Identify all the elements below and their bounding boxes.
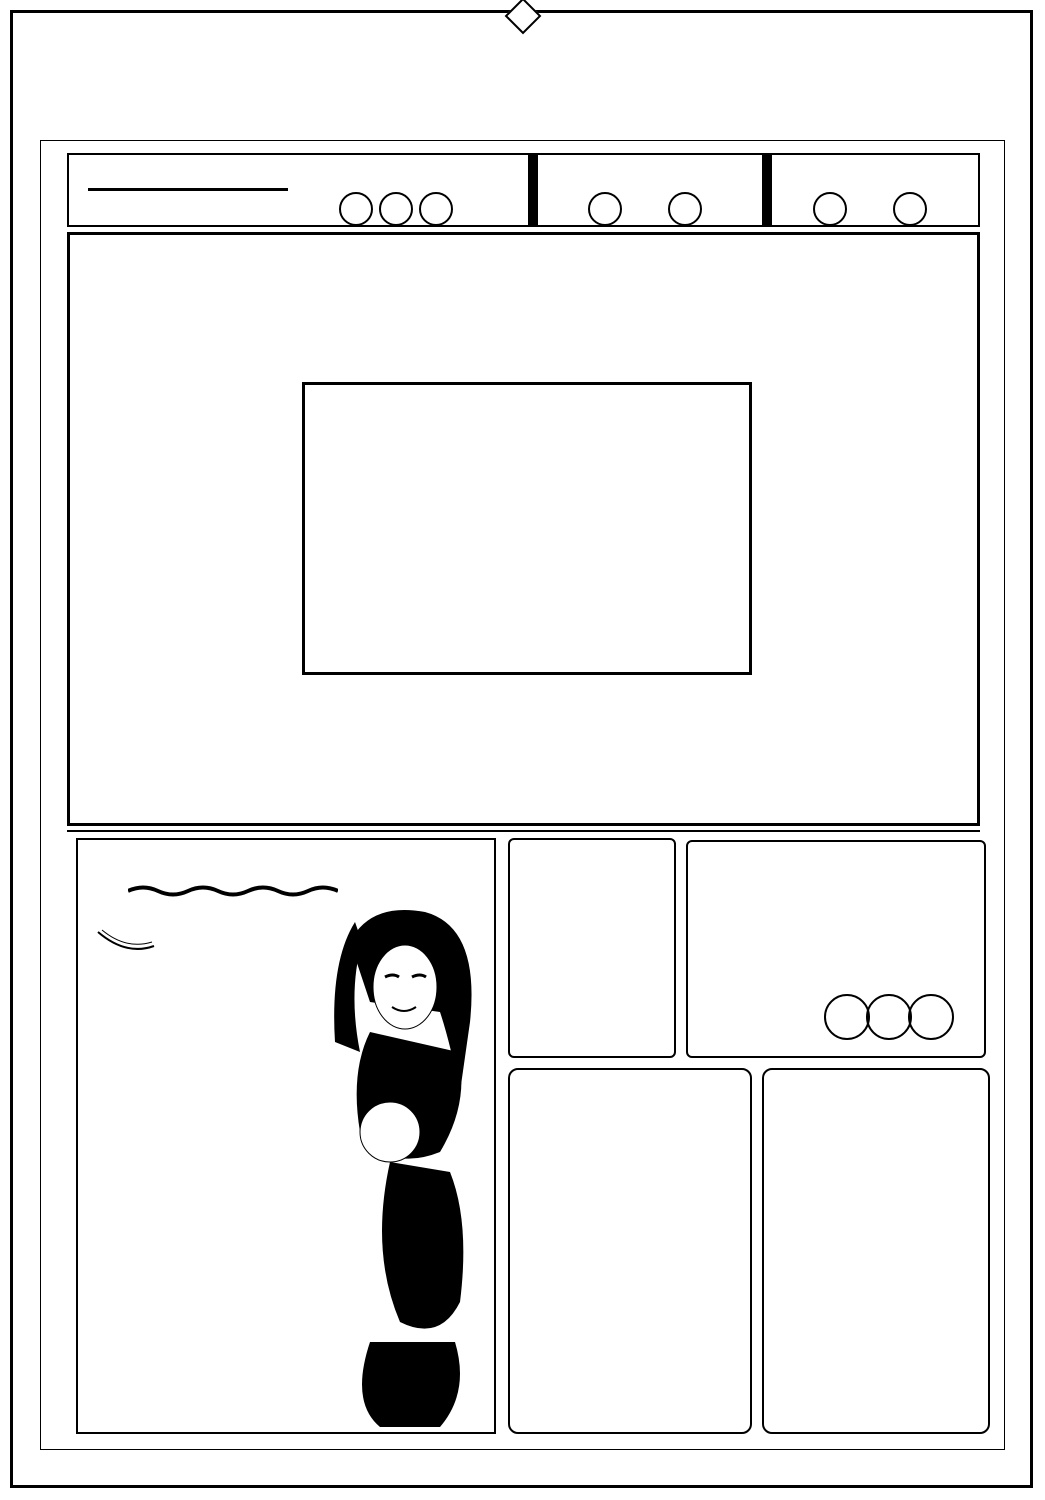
special-number xyxy=(419,192,453,226)
special-number xyxy=(379,192,413,226)
provide-number xyxy=(908,994,954,1040)
divider-2 xyxy=(762,153,772,227)
big-numbers xyxy=(810,192,930,226)
divider-1 xyxy=(528,153,538,227)
section-divider xyxy=(67,830,980,832)
big-number xyxy=(893,192,927,226)
riddle-box xyxy=(302,382,752,675)
wang-number xyxy=(588,192,622,226)
provide-number xyxy=(824,994,870,1040)
special-number xyxy=(339,192,373,226)
wang-number xyxy=(668,192,702,226)
inside-box xyxy=(686,840,986,1058)
swoosh-icon xyxy=(96,922,156,952)
special-numbers xyxy=(336,192,456,226)
watermark-col-right xyxy=(1005,150,1029,1450)
life-box xyxy=(76,838,496,1434)
wave-underline-icon xyxy=(128,884,338,898)
inside-provide-numbers xyxy=(826,994,952,1040)
big-number xyxy=(813,192,847,226)
doors-box xyxy=(762,1068,990,1434)
remind-box xyxy=(78,160,300,220)
provide-number xyxy=(866,994,912,1040)
woman-photo xyxy=(330,902,490,1432)
today-box xyxy=(508,838,676,1058)
poem-box xyxy=(508,1068,752,1434)
wang-numbers xyxy=(585,192,705,226)
watermark-col-left xyxy=(14,150,38,1450)
